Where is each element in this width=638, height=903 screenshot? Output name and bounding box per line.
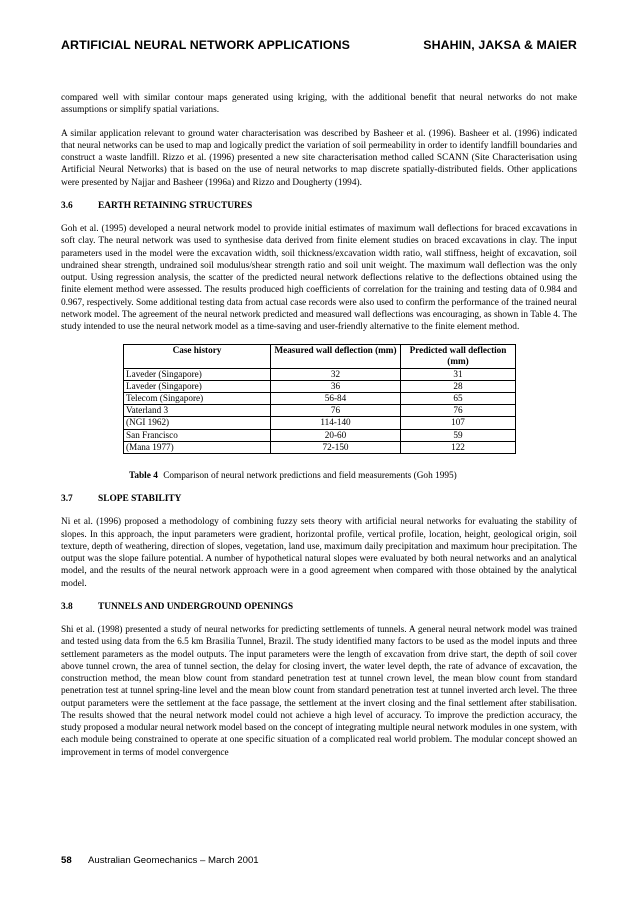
section-number: 3.7 bbox=[61, 494, 73, 505]
table-row bbox=[124, 405, 516, 417]
table-cell: Vaterland 3 bbox=[124, 405, 271, 417]
table-cell: 20-60 bbox=[271, 429, 401, 441]
table-cell: 32 bbox=[271, 368, 401, 380]
table-row bbox=[124, 417, 516, 429]
table-cell: 56-84 bbox=[271, 393, 401, 405]
section-title: EARTH RETAINING STRUCTURES bbox=[98, 200, 253, 211]
section-number: 3.8 bbox=[61, 601, 73, 612]
table-row bbox=[124, 441, 516, 453]
paragraph: Shi et al. (1998) presented a study of neural networks for predicting settlements of tunnels. A general neural network model was trained and tested using data from the 6.5 km Brasilia Tunnel, Brazil. The study identified many factors to be used as the model inputs and three settlement parameters as the model outputs. The input parameters were the length of excavation from drive start, the depth of soil cover above tunnel crown, the area of tunnel section, the delay for closing invert, the water level depth, the rate of advance of excavation, the construction method, the mean blow count from standard penetration test at tunnel crown level, the mean blow count from standard penetration test at tunnel spring-line level and the mean blow count from standard penetration test at tunnel inverted arch level. The three output parameters were the settlement at the face passage, the settlement at the invert closing and the final settlement after stabilisation. The results showed that the neural network model could not achieve a high level of accuracy. To improve the prediction accuracy, the study proposed a modular neural network model based on the concept of integrating multiple neural network modules in one system, with each module being constrained to operate at one specific situation of a complicated real world problem. The modular concept showed an improvement in terms of model convergence bbox=[61, 625, 577, 758]
header-title: ARTIFICIAL NEURAL NETWORK APPLICATIONS bbox=[61, 38, 351, 52]
table-cell: 107 bbox=[401, 417, 516, 429]
running-header bbox=[61, 38, 577, 58]
column-header: Measured wall deflection (mm) bbox=[271, 345, 401, 368]
page-number: 58 bbox=[61, 855, 72, 866]
page-body bbox=[61, 92, 577, 770]
paragraph: Ni et al. (1996) proposed a methodology of combining fuzzy sets theory with artificial neural networks for evaluating the stability of slopes. In this approach, the input parameters were gradient, horizontal profile, vertical profile, location, height, geological origin, soil texture, depth of weathering, direction of slopes, vegetation, land use, maximum daily precipitation and maximum hour precipitation. The output was the slope failure potential. A number of hypothetical natural slopes were evaluated by both neural networks and an analytical model, and the results of the neural network approach were in a good agreement when compared with those obtained by the analytical model. bbox=[61, 517, 577, 589]
table-cell: Telecom (Singapore) bbox=[124, 393, 271, 405]
table-cell: Laveder (Singapore) bbox=[124, 368, 271, 380]
column-header: Predicted wall deflection (mm) bbox=[401, 345, 516, 368]
table-cell: San Francisco bbox=[124, 429, 271, 441]
section-heading-3-8 bbox=[61, 601, 577, 613]
caption-label: Table 4 bbox=[129, 471, 158, 482]
journal-name: Australian Geomechanics – March 2001 bbox=[88, 855, 259, 866]
table-cell: (NGI 1962) bbox=[124, 417, 271, 429]
table-row bbox=[124, 368, 516, 380]
paragraph: compared well with similar contour maps generated using kriging, with the additional benefit that neural networks do not make assumptions or simplify spatial variations. bbox=[61, 93, 577, 116]
table-header-row bbox=[124, 345, 516, 368]
table-cell: 31 bbox=[401, 368, 516, 380]
paragraph: A similar application relevant to ground water characterisation was described by Basheer et al. (1996). Basheer et al. (1996) indicated that neural networks can be used to map and logically predict the variation of soil permeability in order to identify landfill boundaries and construct a waste landfill. Rizzo et al. (1996) presented a new site characterisation method called SCANN (Site Characterisation using Artificial Neural Networks) that is based on the use of neural networks to map discrete spatially-distributed fields. Other applications were presented by Najjar and Basheer (1996a) and Rizzo and Dougherty (1994). bbox=[61, 128, 577, 188]
table-cell: 28 bbox=[401, 380, 516, 392]
paragraph: Goh et al. (1995) developed a neural network model to provide initial estimates of maximum wall deflections for braced excavations in soft clay. The neural network was used to synthesise data derived from finite element studies on braced excavations in clay. The input parameters used in the model were the excavation width, soil thickness/excavation width ratio, wall stiffness, height of excavation, soil undrained shear strength, undrained soil modulus/shear strength ratio and soil unit weight. The maximum wall deflection was the only output. Using regression analysis, the scatter of the predicted neural network deflections relative to the deflections obtained using the finite element method were assessed. The results produced high coefficients of correlation for the training and testing data of 0.984 and 0.967, respectively. Some additional testing data from actual case records were also used to confirm the performance of the trained neural network model. The agreement of the neural network predicted and measured wall deflections was encouraging, as shown in Table 4. The study intended to use the neural network model as a time-saving and user-friendly alternative to the finite element method. bbox=[61, 224, 577, 332]
header-authors: SHAHIN, JAKSA & MAIER bbox=[423, 38, 577, 52]
table-cell: 59 bbox=[401, 429, 516, 441]
running-footer bbox=[61, 855, 259, 866]
table-row bbox=[124, 429, 516, 441]
section-number: 3.6 bbox=[61, 200, 73, 211]
table-cell: 65 bbox=[401, 393, 516, 405]
table-cell: 76 bbox=[401, 405, 516, 417]
section-heading-3-6 bbox=[61, 200, 577, 212]
table-cell: (Mana 1977) bbox=[124, 441, 271, 453]
column-header: Case history bbox=[124, 345, 271, 368]
section-title: SLOPE STABILITY bbox=[98, 494, 182, 505]
table-cell: Laveder (Singapore) bbox=[124, 380, 271, 392]
table-caption bbox=[129, 470, 577, 482]
caption-text: Comparison of neural network predictions and field measurements (Goh 1995) bbox=[163, 471, 457, 482]
table-4 bbox=[123, 344, 516, 454]
table-row bbox=[124, 380, 516, 392]
table-cell: 122 bbox=[401, 441, 516, 453]
section-title: TUNNELS AND UNDERGROUND OPENINGS bbox=[98, 601, 294, 612]
table-row bbox=[124, 393, 516, 405]
section-heading-3-7 bbox=[61, 493, 577, 505]
table-cell: 36 bbox=[271, 380, 401, 392]
table-cell: 72-150 bbox=[271, 441, 401, 453]
table-cell: 76 bbox=[271, 405, 401, 417]
table-cell: 114-140 bbox=[271, 417, 401, 429]
